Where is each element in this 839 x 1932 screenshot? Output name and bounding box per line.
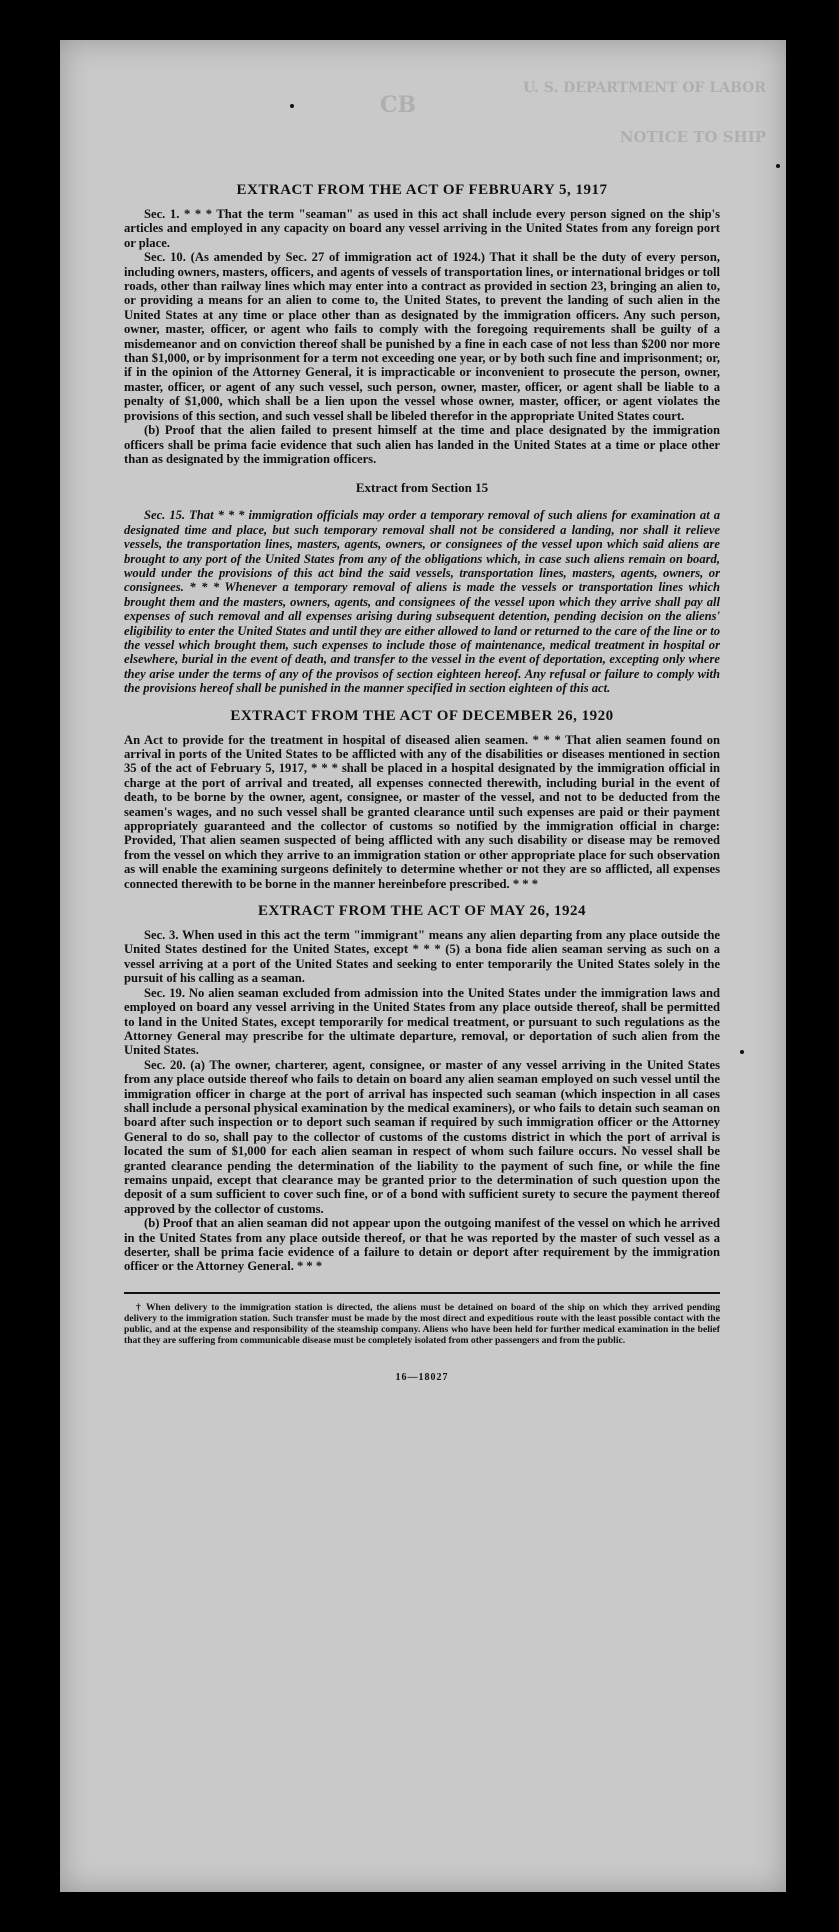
punch-dot	[290, 104, 294, 108]
punch-dot	[740, 1050, 744, 1054]
bleed-through-text: U. S. DEPARTMENT OF LABOR	[523, 80, 766, 96]
sec-1-paragraph: Sec. 1. * * * That the term "seaman" as used in this act shall include every person signed on the ship's articles and employed in any capacity on board any vessel arriving in the United States from any foreign port or place.	[124, 207, 720, 250]
bleed-through-text: NOTICE TO SHIP	[619, 128, 766, 146]
footnote	[124, 1302, 720, 1346]
sec-10b-paragraph: (b) Proof that the alien failed to present himself at the time and place designated by the immigration officers shall be prima facie evidence that such alien has landed in the United States at a time or place other than as designated by the immigration officers.	[124, 423, 720, 466]
footnote-text: † When delivery to the immigration station is directed, the aliens must be detained on board of the ship on which they arrived pending delivery to the immigration station. Such transfer must be made by the most direct and expeditious route with the least possible contact with the public, and at the expense and responsibility of the steamship company. Aliens who have been held for further medical examination in the belief that they are suffering from communicable disease must be completely isolated from other passengers and from the public.	[124, 1301, 720, 1346]
sec-10-paragraph: Sec. 10. (As amended by Sec. 27 of immigration act of 1924.) That it shall be the duty of every person, including owners, masters, officers, and agents of vessels of transportation lines, or international bridges or toll roads, other than railway lines which may enter into a contract as provided in section 23, bringing an alien to, or providing a means for an alien to come to, the United States, to prevent the landing of such alien in the United States at any time or place other than as designated by the immigration officers. Any such person, owner, master, officer, or agent who fails to comply with the foregoing requirements shall be guilty of a misdemeanor and on conviction thereof shall be punished by a fine in each case of not less than $200 nor more than $1,000, or by imprisonment for a term not exceeding one year, or by both such fine and imprisonment; or, if in the opinion of the Attorney General, it is impracticable or inconvenient to prosecute the person, owner, master, officer, or agent of any such vessel, such person, owner, master, officer, or agent shall be liable to a penalty of $1,000, which shall be a lien upon the vessel whose owner, master, officer, or agent violates the provisions of this section, and such vessel shall be libeled therefor in the appropriate United States court.	[124, 250, 720, 423]
act-1924-section	[124, 928, 720, 1274]
sec-3-paragraph: Sec. 3. When used in this act the term "immigrant" means any alien departing from any place outside the United States destined for the United States, except * * * (5) a bona fide alien seaman serving as such on a vessel arriving at a port of the United States and seeking to enter temporarily the United States solely in the pursuit of his calling as a seaman.	[124, 928, 720, 986]
heading-act-1920: EXTRACT FROM THE ACT OF DECEMBER 26, 1920	[230, 707, 614, 724]
print-number: 16—18027	[395, 1371, 449, 1383]
document-page	[60, 40, 786, 1892]
act-1920-section	[124, 733, 720, 891]
sec-20a-paragraph: Sec. 20. (a) The owner, charterer, agent, consignee, or master of any vessel arriving in the United States from any place outside thereof who fails to detain on board any alien seaman employed on such vessel until the immigration officer in charge at the port of arrival has inspected such seaman (which inspection in all cases shall include a personal physical examination by the medical examiners), or who fails to detain such seaman on board after such inspection or to deport such seaman if required by such immigration officer or the Attorney General to do so, shall pay to the collector of customs of the customs district in which the port of arrival is located the sum of $1,000 for each alien seaman in respect of whom such failure occurs. No vessel shall be granted clearance pending the determination of the liability to the payment of such fine, or while the fine remains unpaid, except that clearance may be granted prior to the determination of such question upon the deposit of a sum sufficient to cover such fine, or of a bond with sufficient surety to secure the payment thereof approved by the collector of customs.	[124, 1057, 720, 1216]
punch-dot	[776, 164, 780, 168]
footnote-divider	[124, 1292, 720, 1294]
sec-15-paragraph: Sec. 15. That * * * immigration officials may order a temporary removal of such aliens for examination at a designated time and place, but such temporary removal shall not be considered a landing, nor shall it relieve vessels, the transportation lines, masters, agents, owners, or consignees of the vessel upon which said aliens are brought to any port of the United States from any of the obligations which, in case such aliens remain on board, would under the provisions of this act bind the said vessels, transportation lines, masters, agents, owners, or consignees. * * * Whenever a temporary removal of aliens is made the vessels or transportation lines which brought them and the masters, owners, agents, and consignees of the vessel upon which they arrive shall pay all expenses of such removal and all expenses arising during subsequent detention, pending decision on the aliens' eligibility to enter the United States and until they are either allowed to land or returned to the care of the line or to the vessel which brought them, such expenses to include those of maintenance, medical treatment in hospital or elsewhere, burial in the event of death, and transfer to the vessel in the event of deportation, excepting only where they arise under the terms of any of the provisos of section eighteen hereof. Any refusal or failure to comply with the provisions hereof shall be punished in the manner specified in section eighteen of this act.	[124, 508, 720, 696]
heading-section-15: Extract from Section 15	[355, 480, 489, 496]
act-1920-paragraph: An Act to provide for the treatment in hospital of diseased alien seamen. * * * That alien seamen found on arrival in ports of the United States to be afflicted with any of the disabilities or diseases mentioned in section 35 of the act of February 5, 1917, * * * shall be placed in a hospital designated by the immigration official in charge at the port of arrival and treated, all expenses connected therewith, including burial in the event of death, to be borne by the owner, agent, consignee, or master of the vessel, and not to be deducted from the seamen's wages, and no such vessel shall be granted clearance until such expenses are paid or their payment appropriately guaranteed and the collector of customs so notified by the immigration official in charge: Provided, That alien seamen suspected of being afflicted with any such disability or disease may be removed from the vessel on which they arrive to an immigration station or other appropriate place for such observation as will enable the examining surgeons definitely to determine whether or not they are so afflicted, all expenses connected therewith to be borne in the manner hereinbefore prescribed. * * *	[124, 732, 720, 891]
section-15-block	[124, 508, 720, 695]
heading-act-1924: EXTRACT FROM THE ACT OF MAY 26, 1924	[257, 903, 587, 920]
bleed-through-text: CB	[380, 92, 417, 118]
sec-20b-paragraph: (b) Proof that an alien seaman did not appear upon the outgoing manifest of the vessel on which he arrived in the United States from any place outside thereof, or that he was reported by the master of such vessel as a deserter, shall be prima facie evidence of a failure to detain or deport after requirement by the immigration officer or the Attorney General. * * *	[124, 1216, 720, 1274]
act-1917-section	[124, 207, 720, 466]
heading-act-1917: EXTRACT FROM THE ACT OF FEBRUARY 5, 1917	[236, 182, 608, 198]
sec-19-paragraph: Sec. 19. No alien seaman excluded from admission into the United States under the immigration laws and employed on board any vessel arriving in the United States from any place outside thereof, shall be permitted to land in the United States, except temporarily for medical treatment, or pursuant to such regulations as the Attorney General may prescribe for the ultimate departure, removal, or deportation of such alien from the United States.	[124, 985, 720, 1058]
document-body	[124, 182, 720, 1383]
